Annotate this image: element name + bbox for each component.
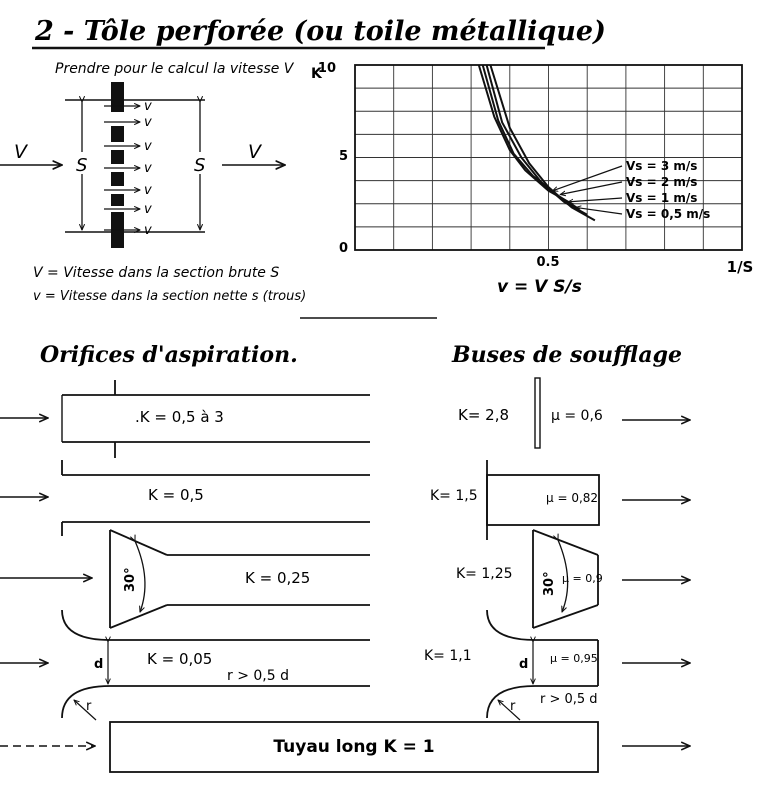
upstream-velocity-label: V [14, 141, 27, 163]
aspiration-title: Orifices d'aspiration. [40, 342, 298, 368]
aspiration-2-k: K = 0,5 [148, 486, 204, 504]
legend-leader-1 [560, 182, 622, 195]
long-pipe [0, 722, 690, 772]
soufflage-4-d: d [519, 657, 529, 672]
soufflage-3-angle: 30° [542, 571, 557, 596]
hole-v-label: v [144, 139, 152, 154]
aspiration-3-k: K = 0,25 [245, 569, 311, 587]
aspiration-orifice-2 [0, 460, 370, 536]
aspiration-orifice-4 [0, 610, 370, 720]
soufflage-1-mu: μ = 0,6 [551, 408, 603, 424]
long-pipe-label: Tuyau long K = 1 [273, 737, 435, 757]
chart-x-axis-label: v = V S/s [497, 277, 582, 297]
soufflage-1-k: K= 2,8 [458, 406, 510, 424]
hole-v-label: v [144, 115, 152, 130]
hole-v-label: v [144, 161, 152, 176]
hole-v-label: v [144, 223, 152, 238]
chart-grid [355, 65, 742, 250]
aspiration-4-r: r [86, 699, 92, 714]
soufflage-4-condition: r > 0,5 d [540, 692, 598, 707]
aspiration-orifice-3 [0, 530, 370, 628]
soufflage-nozzle-4 [424, 610, 690, 720]
x-tick-0-5: 0.5 [536, 255, 560, 270]
legend-small-v: v = Vitesse dans la section nette s (trous) [33, 289, 307, 304]
aspiration-4-condition: r > 0,5 d [227, 668, 289, 684]
soufflage-title: Buses de soufflage [452, 342, 682, 368]
x-tick-1-over-s: 1/S [726, 258, 754, 276]
aspiration-1-k: .K = 0,5 à 3 [135, 408, 224, 426]
hole-v-label: v [144, 99, 152, 114]
aspiration-3-angle: 30° [123, 567, 138, 592]
aspiration-4-d: d [94, 657, 104, 672]
soufflage-nozzle-3 [456, 530, 690, 628]
legend-entry-1: Vs = 2 m/s [626, 175, 698, 189]
legend-entry-2: Vs = 1 m/s [626, 191, 698, 205]
y-tick-5: 5 [338, 149, 348, 164]
soufflage-2-k: K= 1,5 [430, 488, 478, 504]
downstream-velocity-label: V [248, 141, 261, 163]
chart-y-axis-label: K [311, 66, 322, 82]
soufflage-nozzle-1 [458, 378, 690, 448]
legend-entry-3: Vs = 0,5 m/s [626, 207, 711, 221]
aspiration-4-k: K = 0,05 [147, 650, 213, 668]
plate-bars [111, 82, 124, 248]
section-left-label: S [76, 155, 88, 176]
section-right-label: S [194, 155, 206, 176]
aspiration-orifice-1 [0, 380, 370, 458]
hole-v-label: v [144, 202, 152, 217]
soufflage-3-mu: μ = 0,9 [562, 572, 603, 585]
soufflage-3-k: K= 1,25 [456, 566, 513, 582]
soufflage-4-k: K= 1,1 [424, 648, 472, 664]
soufflage-4-mu: μ = 0,95 [550, 652, 598, 665]
chart-legend [553, 159, 711, 221]
soufflage-4-r: r [510, 699, 516, 714]
k-velocity-chart [311, 61, 753, 297]
soufflage-nozzle-2 [430, 460, 690, 540]
perforated-plate-schematic [0, 61, 306, 304]
y-tick-0: 0 [338, 241, 348, 256]
legend-big-v: V = Vitesse dans la section brute S [33, 265, 280, 281]
legend-leader-2 [568, 198, 622, 202]
soufflage-2-mu: μ = 0,82 [546, 491, 599, 505]
y-tick-10: 10 [317, 61, 336, 76]
page-title-group [32, 16, 606, 48]
hole-v-label: v [144, 183, 152, 198]
plate-note: Prendre pour le calcul la vitesse V [55, 61, 294, 77]
legend-entry-0: Vs = 3 m/s [626, 159, 698, 173]
page-title: 2 - Tôle perforée (ou toile métallique) [35, 16, 606, 47]
